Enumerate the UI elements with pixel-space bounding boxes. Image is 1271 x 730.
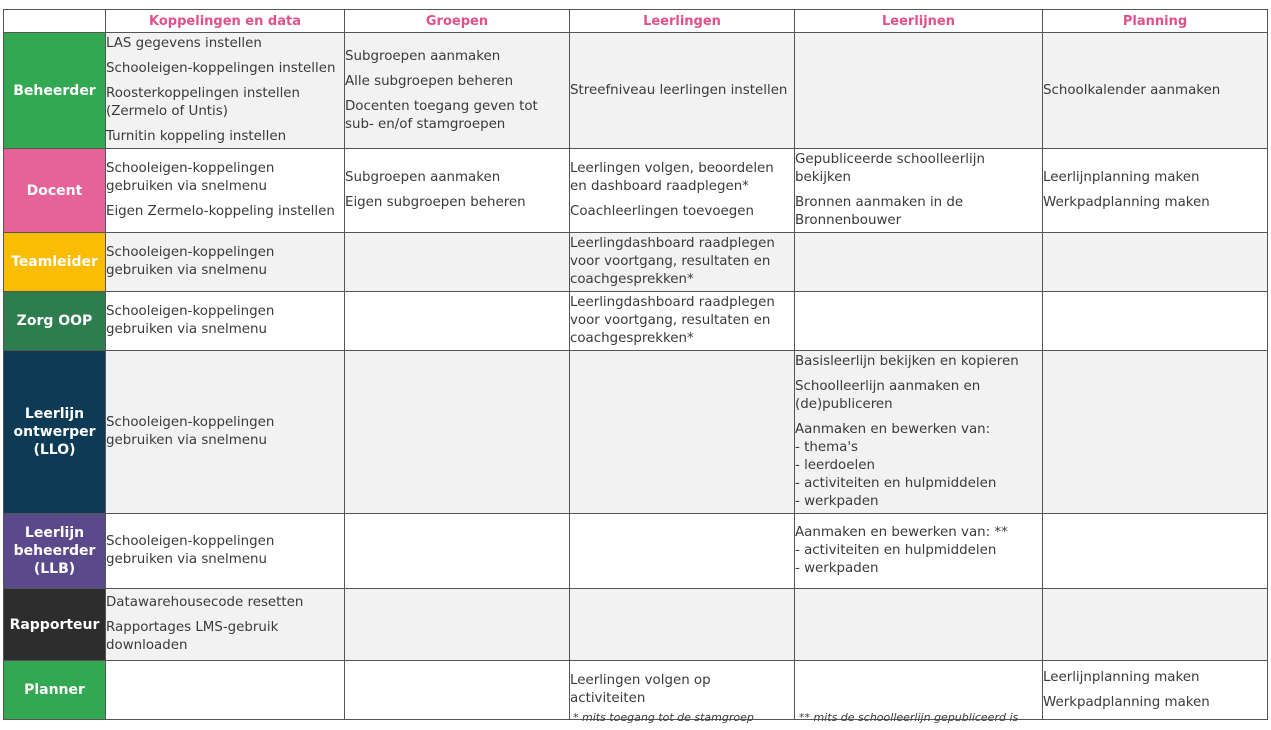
column-header-koppelingen: Koppelingen en data — [106, 10, 345, 33]
role-label: Rapporteur — [4, 589, 106, 661]
cell-planning — [1043, 661, 1268, 720]
role-row-teamleider — [4, 233, 1268, 292]
permission-item: Schoolleerlijn aanmaken en (de)publiceren — [795, 379, 981, 412]
role-label: Docent — [4, 149, 106, 233]
permission-item: Gepubliceerde schoolleerlijn bekijken — [795, 152, 985, 185]
permission-item: Turnitin koppeling instellen — [106, 129, 287, 144]
permission-item: Eigen Zermelo-koppeling instellen — [106, 204, 335, 219]
permission-item: LAS gegevens instellen — [106, 36, 262, 51]
permission-item: Datawarehousecode resetten — [106, 595, 304, 610]
cell-planning — [1043, 33, 1268, 149]
cell-koppelingen — [106, 149, 345, 233]
permission-item: Leerlingdashboard raadplegen voor voortgang, resultaten en coachgesprekken* — [570, 295, 775, 346]
footnote-schoolleerlijn: ** mits de schoolleerlijn gepubliceerd is — [799, 711, 1019, 724]
permission-item: Schooleigen-koppelingen instellen — [106, 61, 336, 76]
permission-item: Schooleigen-koppelingen gebruiken via snelmenu — [106, 534, 275, 567]
role-row-beheerder — [4, 33, 1268, 149]
role-label: Leerlijn ontwerper (LLO) — [4, 351, 106, 514]
permission-item: Eigen subgroepen beheren — [345, 195, 526, 210]
permission-item: Leerlingen volgen, beoordelen en dashboard raadplegen* — [570, 161, 774, 194]
cell-koppelingen — [106, 661, 345, 720]
cell-leerlijnen — [795, 149, 1043, 233]
cell-koppelingen — [106, 589, 345, 661]
role-label: Teamleider — [4, 233, 106, 292]
permission-item: Leerlijnplanning maken — [1043, 669, 1200, 685]
cell-koppelingen — [106, 514, 345, 589]
permission-item: Leerlingen volgen op activiteiten — [570, 673, 711, 706]
cell-leerlingen — [570, 33, 795, 149]
role-label: Leerlijn beheerder (LLB) — [4, 514, 106, 589]
cell-groepen — [345, 661, 570, 720]
column-header-leerlijnen: Leerlijnen — [795, 10, 1043, 33]
cell-groepen — [345, 589, 570, 661]
permission-item: Schooleigen-koppelingen gebruiken via snelmenu — [106, 304, 275, 337]
cell-planning — [1043, 149, 1268, 233]
cell-leerlingen — [570, 233, 795, 292]
permission-item: Basisleerlijn bekijken en kopieren — [795, 354, 1019, 369]
permission-item: Werkpadplanning maken — [1043, 694, 1210, 710]
column-header-leerlingen: Leerlingen — [570, 10, 795, 33]
column-header-groepen: Groepen — [345, 10, 570, 33]
cell-leerlijnen — [795, 514, 1043, 589]
role-label: Zorg OOP — [4, 292, 106, 351]
cell-groepen — [345, 233, 570, 292]
cell-groepen — [345, 514, 570, 589]
cell-leerlingen — [570, 292, 795, 351]
column-header-planning: Planning — [1043, 10, 1268, 33]
permission-item: Schooleigen-koppelingen gebruiken via snelmenu — [106, 415, 275, 448]
column-header-row — [4, 10, 1268, 33]
cell-koppelingen — [106, 33, 345, 149]
role-row-rapporteur — [4, 589, 1268, 661]
cell-koppelingen — [106, 233, 345, 292]
cell-planning — [1043, 351, 1268, 514]
cell-planning — [1043, 514, 1268, 589]
permission-item: Schoolkalender aanmaken — [1043, 82, 1221, 98]
permission-item: Schooleigen-koppelingen gebruiken via snelmenu — [106, 245, 275, 278]
cell-groepen — [345, 351, 570, 514]
cell-koppelingen — [106, 351, 345, 514]
cell-leerlijnen — [795, 351, 1043, 514]
cell-leerlingen — [570, 149, 795, 233]
permission-item: Leerlingdashboard raadplegen voor voortgang, resultaten en coachgesprekken* — [570, 236, 775, 287]
cell-planning — [1043, 233, 1268, 292]
cell-leerlijnen — [795, 589, 1043, 661]
permission-item: Roosterkoppelingen instellen (Zermelo of Untis) — [106, 86, 301, 119]
cell-koppelingen — [106, 292, 345, 351]
cell-leerlijnen — [795, 233, 1043, 292]
cell-planning — [1043, 292, 1268, 351]
cell-groepen — [345, 33, 570, 149]
role-row-llb — [4, 514, 1268, 589]
cell-groepen — [345, 149, 570, 233]
permission-item: Rapportages LMS-gebruik downloaden — [106, 620, 279, 653]
permission-item: Alle subgroepen beheren — [345, 73, 514, 89]
permission-item: Streefniveau leerlingen instellen — [570, 82, 788, 98]
permission-item: Aanmaken en bewerken van: ** - activiteiten en hulpmiddelen - werkpaden — [795, 525, 1008, 576]
permission-item: Aanmaken en bewerken van: - thema's - leerdoelen - activiteiten en hulpmiddelen - werkpaden — [795, 422, 997, 509]
cell-groepen — [345, 292, 570, 351]
permission-item: Subgroepen aanmaken — [345, 170, 501, 185]
role-label: Beheerder — [4, 33, 106, 149]
cell-leerlijnen — [795, 292, 1043, 351]
role-row-llo — [4, 351, 1268, 514]
permission-item: Coachleerlingen toevoegen — [570, 204, 754, 219]
header-corner — [4, 10, 106, 33]
permission-item: Leerlijnplanning maken — [1043, 170, 1200, 185]
cell-leerlingen — [570, 351, 795, 514]
cell-leerlingen — [570, 589, 795, 661]
permission-item: Werkpadplanning maken — [1043, 195, 1210, 210]
permission-item: Subgroepen aanmaken — [345, 48, 501, 64]
role-row-docent — [4, 149, 1268, 233]
cell-leerlingen — [570, 514, 795, 589]
cell-leerlijnen — [795, 33, 1043, 149]
permission-item: Schooleigen-koppelingen gebruiken via snelmenu — [106, 161, 275, 194]
footnote-stamgroep: * mits toegang tot de stamgroep — [573, 711, 754, 724]
permission-item: Docenten toegang geven tot sub- en/of stamgroepen — [345, 98, 538, 132]
permission-item: Bronnen aanmaken in de Bronnenbouwer — [795, 195, 964, 228]
cell-planning — [1043, 589, 1268, 661]
permissions-matrix — [3, 9, 1268, 720]
role-row-zorg-oop — [4, 292, 1268, 351]
role-label: Planner — [4, 661, 106, 720]
